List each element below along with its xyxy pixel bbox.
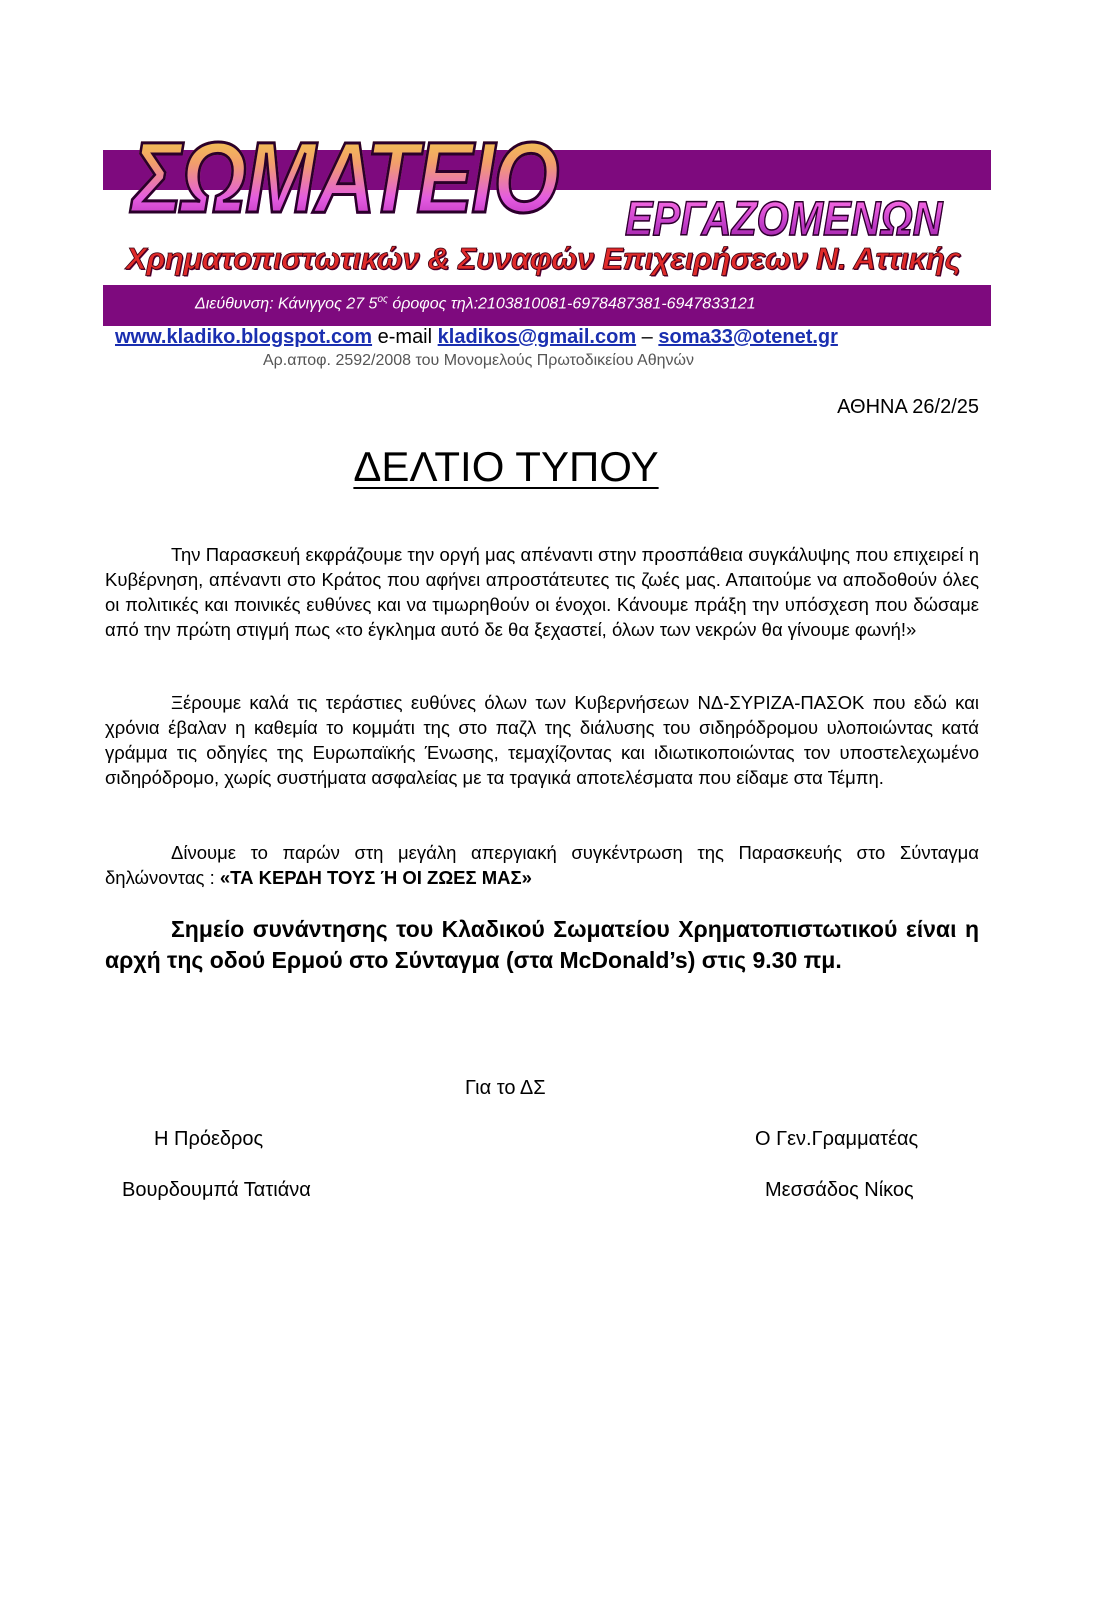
contact-links [115, 326, 838, 349]
email-label: e-mail [372, 326, 438, 348]
email-link-secondary[interactable]: soma33@otenet.gr [658, 326, 838, 348]
for-board-label: Για το ΔΣ [465, 1077, 546, 1099]
paragraph-2: Ξέρουμε καλά τις τεράστιες ευθύνες όλων των Κυβερνήσεων ΝΔ-ΣΥΡΙΖΑ-ΠΑΣΟΚ που εδώ και χρόνια έβαλαν η καθεμία το κομμάτι της στο παζλ της διάλυσης του σιδηρόδρομου υλοποιώντας κατά γράμμα τις οδηγίες της Ευρωπαϊκής Ένωσης, τεμαχίζοντας και ιδιωτικοποιώντας τον υποστελεχωμένο σιδηρόδρομο, χωρίς συστήματα ασφαλείας με τα τραγικά αποτελέσματα που είδαμε στα Τέμπη. [105, 692, 979, 788]
secretary-name: Μεσσάδος Νίκος [765, 1179, 914, 1201]
president-name: Βουρδουμπά Τατιάνα [122, 1179, 311, 1201]
president-title: Η Πρόεδρος [154, 1128, 264, 1150]
secretary-title: Ο Γεν.Γραμματέας [755, 1128, 919, 1150]
email-separator: – [636, 326, 659, 348]
union-logo-subtitle: ΕΡΓΑΖΟΜΕΝΩΝ [625, 193, 943, 246]
paragraph-1: Την Παρασκευή εκφράζουμε την οργή μας απέναντι στην προσπάθεια συγκάλυψης που επιχειρεί η Κυβέρνηση, απέναντι στο Κράτος που αφήνει απροστάτευτες τις ζωές μας. Απαιτούμε να αποδοθούν όλες οι πολιτικές και ποινικές ευθύνες και να τιμωρηθούν οι ένοχοι. Κάνουμε πράξη την υπόσχεση που δώσαμε από την πρώτη στιγμή πως «το έγκλημα αυτό δε θα ξεχαστεί, όλων των νεκρών θα γίνουμε φωνή!» [105, 544, 979, 640]
paragraph-3: Δίνουμε το παρών στη μεγάλη απεργιακή συγκέντρωση της Παρασκευής στο Σύνταγμα δηλώνοντας : «ΤΑ ΚΕΡΔΗ ΤΟΥΣ Ή ΟΙ ΖΩΕΣ ΜΑΣ» [105, 842, 979, 888]
union-address: Διεύθυνση: Κάνιγγος 27 $5^{o\varsigma}$ όροφος τηλ:2103810081-6978487381-6947833121 [195, 294, 756, 313]
email-link-primary[interactable]: kladikos@gmail.com [437, 326, 637, 348]
union-logo-title: ΣΩΜΑΤΕΙΟ [132, 122, 558, 234]
court-decision-note: Αρ.αποφ. 2592/2008 του Μονομελούς Πρωτοδικείου Αθηνών [263, 352, 694, 369]
document-title: ΔΕΛΤΙΟ ΤΥΠΟΥ [353, 443, 659, 490]
meeting-point-paragraph: Σημείο συνάντησης του Κλαδικού Σωματείου Χρηματοπιστωτικού είναι η αρχή της οδού Ερμού στο Σύνταγμα (στα McDonald’s) στις 9.30 πμ. [105, 916, 979, 973]
slogan: «ΤΑ ΚΕΡΔΗ ΤΟΥΣ Ή ΟΙ ΖΩΕΣ ΜΑΣ» [219, 867, 532, 888]
document-date: ΑΘΗΝΑ 26/2/25 [837, 396, 979, 418]
website-link[interactable]: www.kladiko.blogspot.com [115, 326, 373, 348]
union-logo-tagline: Χρηματοπιστωτικών & Συναφών Επιχειρήσεων Ν. Αττικής [126, 241, 961, 276]
